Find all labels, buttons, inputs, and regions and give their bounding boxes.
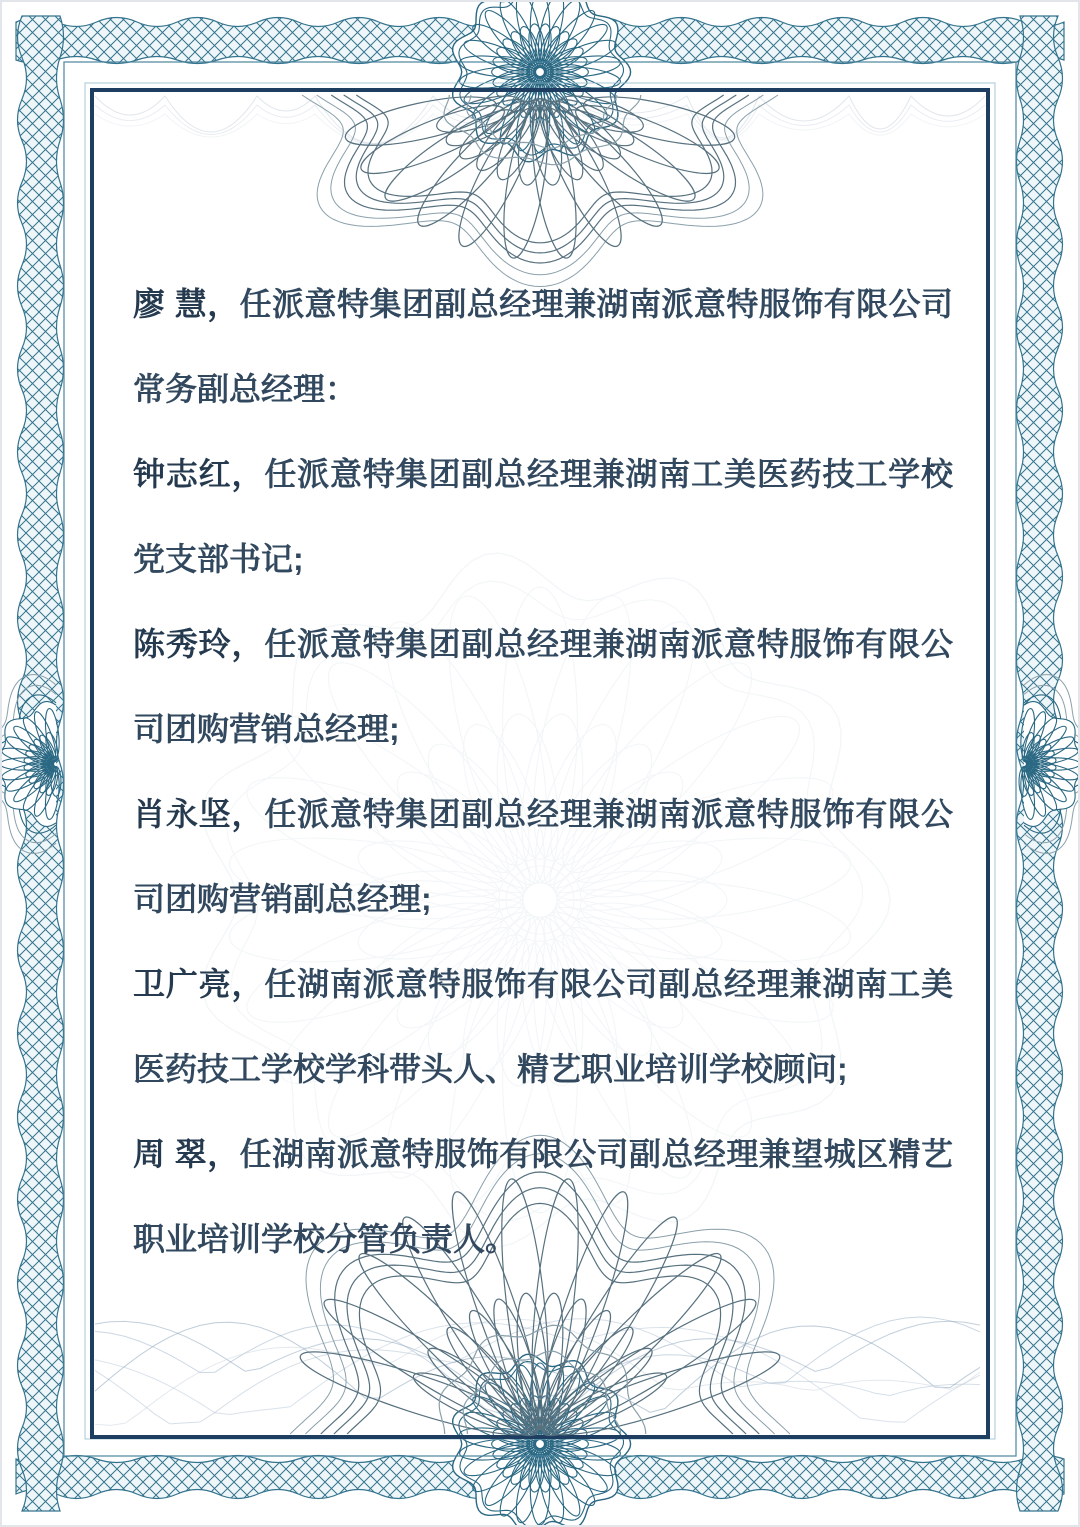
person-name: 周 翠， [133, 1136, 240, 1172]
appointment-entry [133, 262, 953, 432]
appointment-title: 任派意特集团副总经理兼湖南派意特服饰有限公司常务副总经理： [133, 286, 953, 407]
appointment-entry [133, 602, 953, 772]
appointment-title: 任派意特集团副总经理兼湖南派意特服饰有限公司团购营销副总经理; [133, 796, 953, 917]
person-name: 卫广亮， [133, 966, 265, 1002]
person-name: 廖 慧， [133, 286, 240, 322]
appointment-entry [133, 1112, 953, 1282]
appointment-title: 任湖南派意特服饰有限公司副总经理兼湖南工美医药技工学校学科带头人、精艺职业培训学校顾问; [133, 966, 953, 1087]
appointment-list [133, 262, 953, 1282]
appointment-entry [133, 772, 953, 942]
appointment-entry [133, 432, 953, 602]
appointment-entry [133, 942, 953, 1112]
appointment-title: 任湖南派意特服饰有限公司副总经理兼望城区精艺职业培训学校分管负责人。 [133, 1136, 953, 1257]
appointment-title: 任派意特集团副总经理兼湖南派意特服饰有限公司团购营销总经理; [133, 626, 953, 747]
person-name: 肖永坚， [133, 796, 265, 832]
appointment-title: 任派意特集团副总经理兼湖南工美医药技工学校党支部书记; [133, 456, 953, 577]
person-name: 钟志红， [133, 456, 265, 492]
person-name: 陈秀玲， [133, 626, 265, 662]
